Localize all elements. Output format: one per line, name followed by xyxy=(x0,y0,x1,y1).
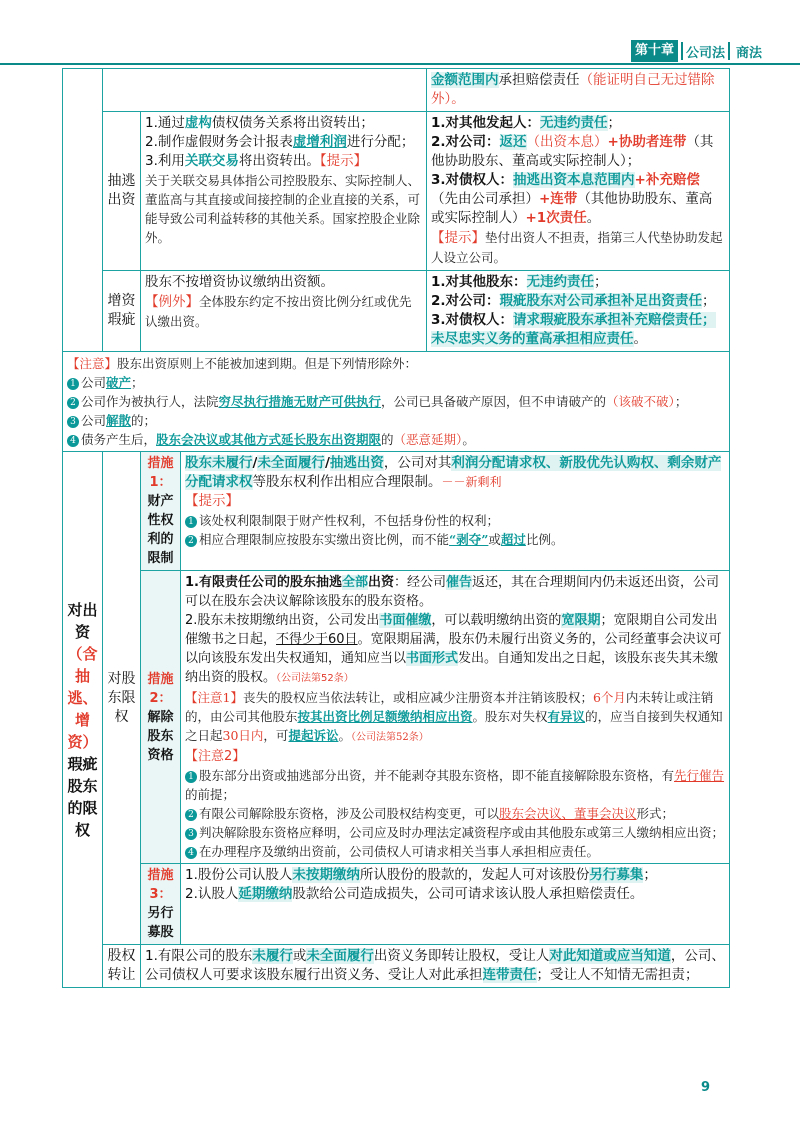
number-badge: 2 xyxy=(67,397,79,409)
blank-category-cell xyxy=(63,69,103,352)
chou-behaviors-cell: 1.通过虚构债权债务关系将出资转出； 2.制作虚假财务会计报表虚增利润进行分配； 3.利用关联交易将出资转出。【提示】 关于关联交易具体指公司控股股东、实际控制人、董监高与其直接或间接控制的企业直接的关系，可能导致公司利益转移的其他关系。国家控股企业除外。 xyxy=(141,112,427,271)
number-badge: 2 xyxy=(185,535,197,547)
row-label-zeng: 增资瑕疵 xyxy=(103,271,141,352)
continued-text-cell xyxy=(427,69,730,112)
table-row xyxy=(63,271,730,352)
number-badge: 1 xyxy=(185,516,197,528)
chou-liability-cell: 1.对其他发起人：无违约责任； 2.对公司：返还（出资本息）+协助者连带（其他协助股东、董高或实际控制人）； 3.对债权人：抽逃出资本息范围内+补充赔偿（先由公司承担）+连带（其他协助股东、董高或实际控制人）+1次责任。 【提示】垫付出资人不担责，指第三人代垫协助发起人设立公司。 xyxy=(427,112,730,271)
number-badge: 1 xyxy=(67,378,79,390)
header-subject: 商法 xyxy=(735,45,762,61)
table-row xyxy=(63,945,730,988)
table-row xyxy=(63,69,730,112)
header-law: 公司法 xyxy=(685,45,725,61)
tip-label: 【提示】 xyxy=(319,153,368,169)
exception-text: （能证明自己无过错除外）。 xyxy=(431,72,715,107)
limit-label-cell: 对股东限权 xyxy=(103,452,141,945)
row-label-chou: 抽逃出资 xyxy=(103,112,141,271)
table-row xyxy=(63,112,730,271)
number-badge: 4 xyxy=(67,435,79,447)
table-row xyxy=(63,571,730,864)
notice-cell: 【注意】股东出资原则上不能被加速到期。但是下列情形除外： 1 公司破产； 2 公司作为被执行人，法院穷尽执行措施无财产可供执行，公司已具备破产原因，但不申请破产的（该破不破）； 3 公司解散的； 4 债务产生后，股东会决议或其他方式延长股东出资期限的（恶意延期）。 xyxy=(63,352,730,452)
measure-3-content: 1.股份公司认股人未按期缴纳所认股份的股款的，发起人可对该股份另行募集； 2.认股人延期缴纳股款给公司造成损失，公司可请求该认股人承担赔偿责任。 xyxy=(181,864,730,945)
measure-2-content: 1.有限责任公司的股东抽逃全部出资：经公司催告返还，其在合理期间内仍未返还出资，公司可以在股东会决议解除该股东的股东资格。 2.股东未按期缴纳出资，公司发出书面催缴，可以载明缴纳出资的宽限期；宽限期自公司发出催缴书之日起，不得少于60日。宽限期届满，股东仍未履行出资义务的，公司经董事会决议可以向该股东发出失权通知，通知应当以书面形式发出。自通知发出之日起，该股东丧失其未缴纳出资的股权。（公司法第52条） 【注意1】丧失的股权应当依法转让，或相应减少注册资本并注销该股权；6个月内未转让或注销的，由公司其他股东按其出资比例足额缴纳相应出资。股东对失权有异议的，应当自接到失权通知之日起30日内，可提起诉讼。（公司法第52条） 【注意2】 1 股东部分出资或抽逃部分出资，并不能剥夺其股东资格，即不能直接解除股东资格，有先行催告的前提； 2 有限公司解除股东资格，涉及公司股权结构变更，可以股东会决议、董事会决议形式； 3 判决解除股东资格应释明，公司应及时办理法定减资程序或由其他股东或第三人缴纳相应出资； 4 在办理程序及缴纳出资前，公司债权人可请求相关当事人承担相应责任。 xyxy=(181,571,730,864)
number-badge: 3 xyxy=(185,828,197,840)
measure-1-content: 股东未履行/未全面履行/抽逃出资，公司对其利润分配请求权、新股优先认购权、剩余财产分配请求权等股东权利作出相应合理限制。－－新剩利 【提示】 1 该处权利限制限于财产性权利，不包括身份性的权利； 2 相应合理限制应按股东实缴出资比例，而不能“剥夺”或超过比例。 xyxy=(181,452,730,571)
zeng-liability-cell: 1.对其他股东：无违约责任； 2.对公司：瑕疵股东对公司承担补足出资责任； 3.对债权人：请求瑕疵股东承担补充赔偿责任；未尽忠实义务的董高承担相应责任。 xyxy=(427,271,730,352)
transfer-content: 1.有限公司的股东未履行或未全面履行出资义务即转让股权，受让人对此知道或应当知道，公司、公司债权人可要求该股东履行出资义务、受让人对此承担连带责任；受让人不知情无需担责； xyxy=(141,945,730,988)
table-row xyxy=(63,452,730,571)
table-row xyxy=(63,864,730,945)
header-separator xyxy=(681,42,683,60)
liability-text: 承担赔偿责任 xyxy=(498,72,580,88)
zeng-behaviors-cell: 股东不按增资协议缴纳出资额。 【例外】全体股东约定不按出资比例分红或优先认缴出资。 xyxy=(141,271,427,352)
content-table xyxy=(62,68,730,988)
measure-3-label: 措施3：另行募股 xyxy=(141,864,181,945)
number-badge: 2 xyxy=(185,809,197,821)
page-header xyxy=(631,40,762,62)
content-table-wrapper xyxy=(62,68,730,988)
amount-range-text: 金额范围内 xyxy=(431,72,499,88)
header-separator xyxy=(728,42,730,60)
tip-text: 关于关联交易具体指公司控股股东、实际控制人、董监高与其直接或间接控制的企业直接的关系，可能导致公司利益转移的其他关系。国家控股企业除外。 xyxy=(145,173,421,245)
chapter-badge: 第十章 xyxy=(631,40,678,62)
number-badge: 4 xyxy=(185,847,197,859)
measure-1-label: 措施1：财产性权利的限制 xyxy=(141,452,181,571)
number-badge: 1 xyxy=(185,771,197,783)
page-number: 9 xyxy=(700,1080,710,1095)
main-category-cell: 对出资 （含抽逃、增资） 瑕疵股东的限权 xyxy=(63,452,103,988)
number-badge: 3 xyxy=(67,416,79,428)
header-rule xyxy=(0,63,800,65)
measure-2-label: 措施2：解除股东资格 xyxy=(141,571,181,864)
row-label-transfer: 股权转让 xyxy=(103,945,141,988)
blank-cell xyxy=(103,69,427,112)
table-row xyxy=(63,352,730,452)
